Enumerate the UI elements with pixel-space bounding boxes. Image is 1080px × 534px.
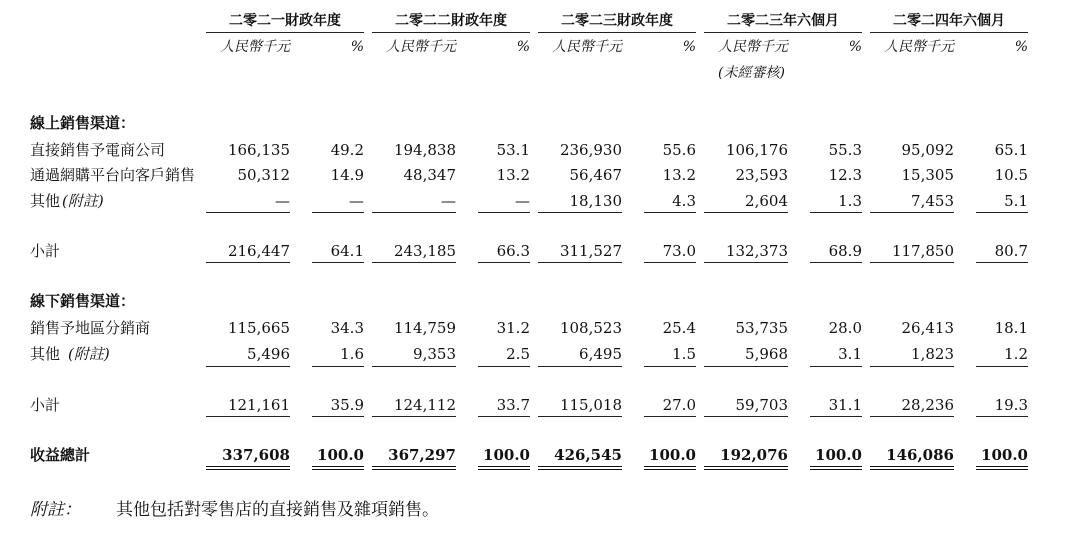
percent-cell: 28.0	[828, 319, 862, 337]
subtotal-rule	[478, 262, 530, 263]
period-header: 二零二四年六個月	[893, 13, 1005, 29]
amount-cell: 132,373	[725, 242, 788, 260]
total-double-rule	[870, 466, 954, 470]
total-double-rule	[704, 466, 788, 470]
percent-cell: 3.1	[838, 345, 862, 363]
subtotal-rule	[870, 416, 954, 417]
percent-label: %	[516, 39, 530, 55]
percent-cell: 68.9	[828, 242, 862, 260]
percent-cell: 31.1	[828, 396, 862, 414]
percent-cell: —	[515, 192, 530, 210]
section-rule	[372, 366, 456, 367]
subtotal-label: 小計	[30, 242, 61, 260]
total-double-rule	[372, 466, 456, 470]
percent-cell: 65.1	[994, 141, 1028, 159]
percent-cell: 53.1	[496, 141, 530, 159]
percent-cell: 49.2	[330, 141, 364, 159]
section-rule	[976, 366, 1028, 367]
section-rule	[644, 212, 696, 213]
percent-cell: 18.1	[994, 319, 1028, 337]
row-label: 其他	[30, 345, 61, 363]
row-label-note: (附註)	[62, 192, 104, 210]
percent-cell: 25.4	[662, 319, 696, 337]
total-double-rule	[206, 466, 290, 470]
percent-cell: 35.9	[330, 396, 364, 414]
section-rule	[538, 212, 622, 213]
section-rule	[704, 212, 788, 213]
amount-cell: 2,604	[745, 192, 788, 210]
subtotal-rule	[478, 416, 530, 417]
amount-cell: 26,413	[901, 319, 954, 337]
percent-label: %	[682, 39, 696, 55]
section-rule	[372, 212, 456, 213]
percent-cell: 19.3	[994, 396, 1028, 414]
amount-cell: 121,161	[227, 396, 290, 414]
percent-cell: 55.3	[828, 141, 862, 159]
total-double-rule	[312, 466, 364, 470]
percent-cell: 34.3	[330, 319, 364, 337]
percent-label: %	[350, 39, 364, 55]
amount-cell: 426,545	[554, 446, 622, 464]
percent-label: %	[848, 39, 862, 55]
amount-cell: 106,176	[725, 141, 788, 159]
period-header-rule	[870, 32, 1028, 33]
percent-cell: 13.2	[662, 166, 696, 184]
section-rule	[870, 366, 954, 367]
period-header-rule	[372, 32, 530, 33]
amount-cell: 5,968	[745, 345, 788, 363]
section-rule	[478, 212, 530, 213]
amount-cell: 95,092	[901, 141, 954, 159]
unit-label: 人民幣千元	[884, 39, 954, 55]
percent-cell: 100.0	[649, 446, 696, 464]
amount-cell: —	[441, 192, 456, 210]
percent-cell: 100.0	[815, 446, 862, 464]
percent-cell: 1.2	[1004, 345, 1028, 363]
section-rule	[312, 366, 364, 367]
percent-cell: 31.2	[496, 319, 530, 337]
amount-cell: —	[275, 192, 290, 210]
period-header: 二零二三財政年度	[561, 13, 673, 29]
amount-cell: 6,495	[579, 345, 622, 363]
percent-cell: 100.0	[483, 446, 530, 464]
amount-cell: 1,823	[911, 345, 954, 363]
percent-cell: 64.1	[330, 242, 364, 260]
subtotal-label: 小計	[30, 396, 61, 414]
footnote-label: 附註：	[30, 500, 81, 520]
section-rule	[538, 366, 622, 367]
section-rule	[206, 366, 290, 367]
amount-cell: 115,665	[227, 319, 290, 337]
total-double-rule	[810, 466, 862, 470]
section-heading-offline: 線下銷售渠道：	[30, 292, 136, 310]
amount-cell: 9,353	[413, 345, 456, 363]
period-header: 二零二一財政年度	[229, 13, 341, 29]
percent-cell: 12.3	[828, 166, 862, 184]
percent-cell: 1.5	[672, 345, 696, 363]
row-label: 通過網購平台向客戶銷售	[30, 166, 196, 184]
subtotal-rule	[704, 262, 788, 263]
section-rule	[810, 212, 862, 213]
percent-cell: 1.6	[340, 345, 364, 363]
percent-cell: 66.3	[496, 242, 530, 260]
amount-cell: 114,759	[393, 319, 456, 337]
amount-cell: 23,593	[735, 166, 788, 184]
row-label: 其他	[30, 192, 61, 210]
amount-cell: 337,608	[222, 446, 290, 464]
subtotal-rule	[870, 262, 954, 263]
amount-cell: 124,112	[393, 396, 456, 414]
amount-cell: 7,453	[911, 192, 954, 210]
row-label: 直接銷售予電商公司	[30, 141, 166, 159]
amount-cell: 166,135	[227, 141, 290, 159]
amount-cell: 50,312	[237, 166, 290, 184]
percent-cell: 1.3	[838, 192, 862, 210]
amount-cell: 117,850	[891, 242, 954, 260]
subtotal-rule	[538, 262, 622, 263]
amount-cell: 194,838	[393, 141, 456, 159]
amount-cell: 56,467	[569, 166, 622, 184]
percent-label: %	[1014, 39, 1028, 55]
percent-cell: 10.5	[994, 166, 1028, 184]
unit-label: 人民幣千元	[552, 39, 622, 55]
subtotal-rule	[372, 262, 456, 263]
percent-cell: 100.0	[317, 446, 364, 464]
section-rule	[870, 212, 954, 213]
percent-cell: 2.5	[506, 345, 530, 363]
section-rule	[976, 212, 1028, 213]
unit-label: 人民幣千元	[220, 39, 290, 55]
subtotal-rule	[644, 262, 696, 263]
percent-cell: 13.2	[496, 166, 530, 184]
percent-cell: 80.7	[994, 242, 1028, 260]
period-header: 二零二二財政年度	[395, 13, 507, 29]
subtotal-rule	[312, 416, 364, 417]
amount-cell: 192,076	[720, 446, 788, 464]
row-label-note: (附註)	[68, 345, 110, 363]
period-header: 二零二三年六個月	[727, 13, 839, 29]
period-header-rule	[538, 32, 696, 33]
section-rule	[206, 212, 290, 213]
amount-cell: 146,086	[886, 446, 954, 464]
percent-cell: 55.6	[662, 141, 696, 159]
percent-cell: 5.1	[1004, 192, 1028, 210]
percent-cell: 33.7	[496, 396, 530, 414]
period-header-rule	[704, 32, 862, 33]
total-label: 收益總計	[30, 446, 91, 464]
subtotal-rule	[976, 416, 1028, 417]
total-double-rule	[976, 466, 1028, 470]
percent-cell: 14.9	[330, 166, 364, 184]
amount-cell: 311,527	[559, 242, 622, 260]
section-rule	[312, 212, 364, 213]
period-header-rule	[206, 32, 364, 33]
total-double-rule	[478, 466, 530, 470]
amount-cell: 15,305	[901, 166, 954, 184]
footnote-text: 其他包括對零售店的直接銷售及雜項銷售。	[116, 500, 439, 520]
section-heading-online: 線上銷售渠道：	[30, 114, 136, 132]
percent-cell: —	[349, 192, 364, 210]
subtotal-rule	[976, 262, 1028, 263]
subtotal-rule	[538, 416, 622, 417]
unaudited-note: (未經審核)	[718, 65, 785, 81]
amount-cell: 367,297	[388, 446, 456, 464]
subtotal-rule	[312, 262, 364, 263]
amount-cell: 48,347	[403, 166, 456, 184]
percent-cell: 73.0	[662, 242, 696, 260]
total-double-rule	[538, 466, 622, 470]
amount-cell: 59,703	[735, 396, 788, 414]
unit-label: 人民幣千元	[718, 39, 788, 55]
percent-cell: 27.0	[662, 396, 696, 414]
unit-label: 人民幣千元	[386, 39, 456, 55]
section-rule	[644, 366, 696, 367]
subtotal-rule	[704, 416, 788, 417]
row-label: 銷售予地區分銷商	[30, 319, 151, 337]
amount-cell: 236,930	[559, 141, 622, 159]
total-double-rule	[644, 466, 696, 470]
subtotal-rule	[644, 416, 696, 417]
subtotal-rule	[372, 416, 456, 417]
amount-cell: 5,496	[247, 345, 290, 363]
percent-cell: 4.3	[672, 192, 696, 210]
amount-cell: 28,236	[901, 396, 954, 414]
percent-cell: 100.0	[981, 446, 1028, 464]
amount-cell: 108,523	[559, 319, 622, 337]
subtotal-rule	[206, 262, 290, 263]
amount-cell: 18,130	[569, 192, 622, 210]
section-rule	[478, 366, 530, 367]
amount-cell: 53,735	[735, 319, 788, 337]
amount-cell: 243,185	[393, 242, 456, 260]
subtotal-rule	[810, 262, 862, 263]
section-rule	[704, 366, 788, 367]
amount-cell: 115,018	[559, 396, 622, 414]
subtotal-rule	[810, 416, 862, 417]
subtotal-rule	[206, 416, 290, 417]
amount-cell: 216,447	[227, 242, 290, 260]
section-rule	[810, 366, 862, 367]
